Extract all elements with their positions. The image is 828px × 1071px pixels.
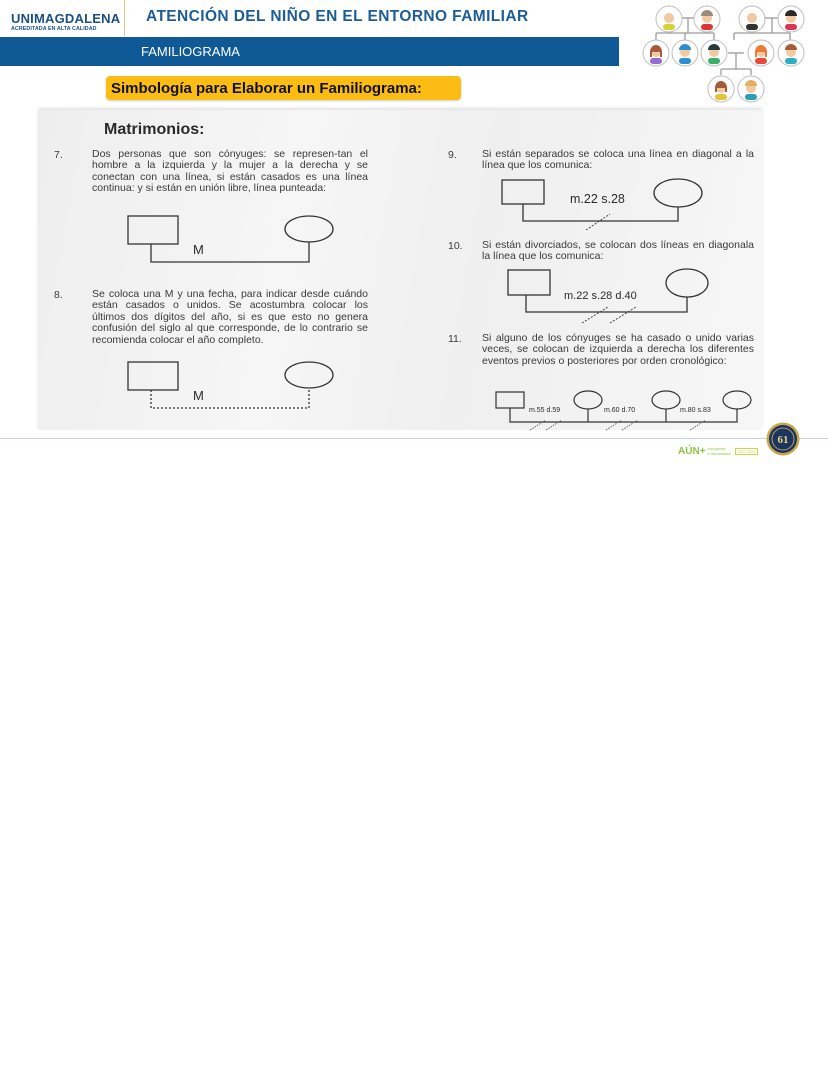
badge-number: 61 xyxy=(777,434,789,446)
footer-divider xyxy=(0,438,828,439)
diagram-label: m.60 d.70 xyxy=(604,407,636,414)
item-number: 8. xyxy=(54,289,63,301)
aun-tagline xyxy=(708,447,731,456)
university-logo xyxy=(11,12,120,32)
item-number: 10. xyxy=(448,240,463,252)
cohabiting-diagram xyxy=(126,360,336,410)
page-title: ATENCIÓN DEL NIÑO EN EL ENTORNO FAMILIAR xyxy=(146,8,529,25)
diagram-label: m.22 s.28 xyxy=(570,192,625,206)
aun-tagline-line1: incluyente xyxy=(707,446,726,451)
subtitle-text: Simbología para Elaborar un Familiograma: xyxy=(111,80,422,97)
item-text: Si están separados se coloca una línea en diagonal a la línea que los comunica: xyxy=(482,148,754,172)
logo-name: UNIMAGDALENA xyxy=(11,11,121,26)
section-label: FAMILIOGRAMA xyxy=(141,44,240,59)
aun-brand: AÚN+ xyxy=(678,446,706,457)
aun-year: 2020 2024 xyxy=(736,449,756,454)
item-text: Si están divorciados, se colocan dos líneas en diagonala la línea que los comunica: xyxy=(482,239,754,263)
item-number: 7. xyxy=(54,149,63,161)
logo-divider xyxy=(124,0,125,36)
diagram-label: m.55 d.59 xyxy=(529,407,561,414)
item-text: Se coloca una M y una fecha, para indicar desde cuándo están casados o unidos. Se acostumbra colocar los últimos dos dígitos del año, si es que esto no genera confusión del siglo al que corresponde, de lo contrario se recomienda colocar el año completo. xyxy=(92,288,368,346)
item-text: Dos personas que son cónyuges: se represen-tan el hombre a la izquierda y la mujer a la derecha y se conectan con una línea, si están casados es una línea continua: y si están en unión libre, línea punteada: xyxy=(92,148,368,195)
slide xyxy=(0,0,828,470)
item-number: 11. xyxy=(448,333,462,345)
item-text: Si alguno de los cónyuges se ha casado o unido varias veces, se colocan de izquierda a derecha los diferentes eventos previos o posteriores por orden cronológico: xyxy=(482,332,754,367)
document-card xyxy=(38,110,762,430)
diagram-label: m.80 s.83 xyxy=(680,407,711,414)
genogram-avatars-icon xyxy=(636,2,828,106)
item-number: 9. xyxy=(448,149,457,161)
aun-tagline-line2: e innovadora xyxy=(707,450,731,456)
aun-logo xyxy=(678,446,758,457)
married-diagram xyxy=(126,214,336,264)
diagram-label: M xyxy=(193,242,204,257)
anniversary-badge-icon xyxy=(766,422,800,456)
section-band xyxy=(0,37,619,66)
diagram-label: m.22 s.28 d.40 xyxy=(564,290,637,302)
section-heading: Matrimonios: xyxy=(104,121,205,138)
subtitle-banner xyxy=(106,76,461,100)
diagram-label: M xyxy=(193,388,204,403)
logo-subtitle: ACREDITADA EN ALTA CALIDAD xyxy=(11,26,97,32)
